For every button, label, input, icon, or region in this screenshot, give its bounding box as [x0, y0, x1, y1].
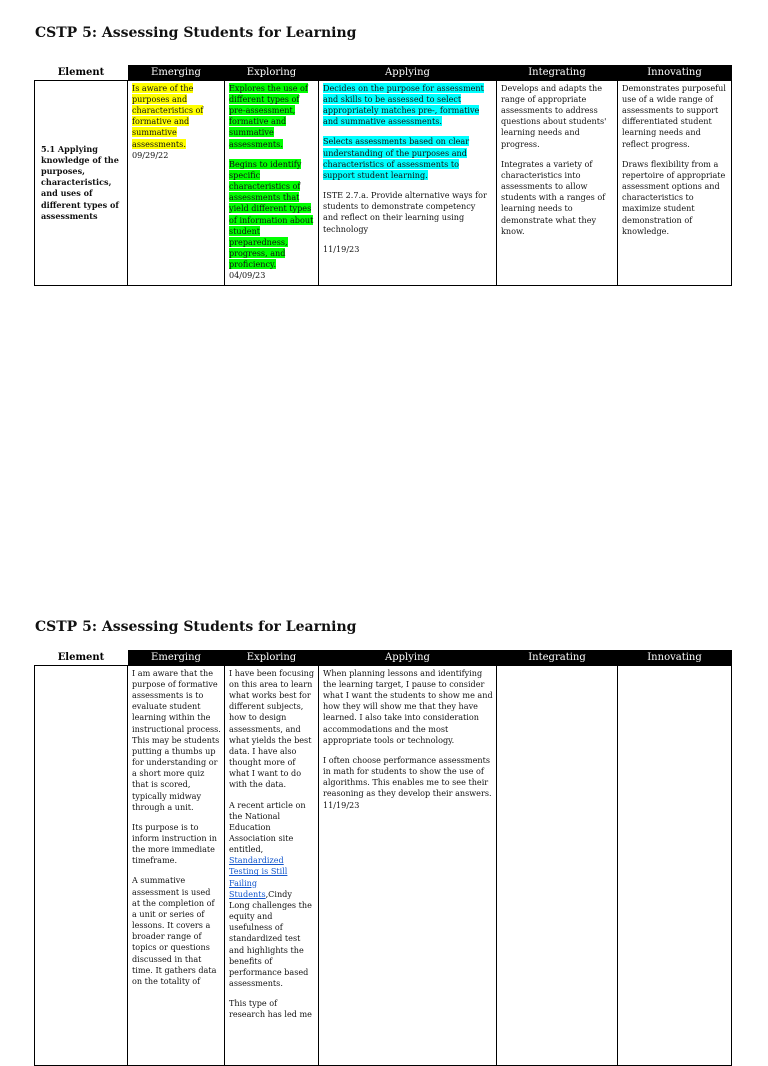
header-row: [35, 66, 732, 81]
integrating-text-2: Integrates a variety of characteristics into assessments to allow students with a ranges of learning needs to demonstrate what they know.: [501, 158, 606, 236]
header-element: Element: [35, 66, 128, 81]
applying-cell: [319, 665, 497, 1065]
header-integrating: Integrating: [497, 66, 618, 81]
article-link[interactable]: Standardized Testing is Still Failing Students: [229, 855, 288, 899]
applying-text-1: Decides on the purpose for assessment and skills to be assessed to select appropriately matches pre-, formative and summative assessments.: [323, 82, 484, 127]
header-exploring: Exploring: [225, 651, 319, 666]
exploring-text-1: I have been focusing on this area to learn what works best for different subjects, how to design assessments, and what yields the best data. I have also thought more of what I want to do with the data.: [229, 667, 315, 790]
exploring-text-1: Explores the use of different types of pre-assessment, formative and summative assessments.: [229, 82, 308, 149]
element-cell: [35, 665, 128, 1065]
header-innovating: Innovating: [618, 651, 732, 666]
emerging-text-1: I am aware that the purpose of formative assessments is to evaluate student learning within the instructional process. This may be students putting a thumbs up for understanding or a short more quiz that is scored, typically midway through a unit.: [132, 667, 221, 812]
emerging-date: 09/29/22: [132, 149, 169, 160]
page-title: CSTP 5: Assessing Students for Learning: [35, 25, 357, 41]
table-row: [35, 80, 732, 285]
rubric-table: [34, 65, 732, 286]
integrating-cell: [497, 80, 618, 285]
innovating-text-1: Demonstrates purposeful use of a wide range of assessments to support differentiated student learning needs and reflect progress.: [622, 82, 726, 149]
innovating-cell: [618, 80, 732, 285]
header-row: [35, 651, 732, 666]
emerging-text-3: A summative assessment is used at the completion of a unit or series of lessons. It covers a broader range of topics or questions discussed in that time. It gathers data on the totality of: [132, 875, 217, 986]
header-exploring: Exploring: [225, 66, 319, 81]
emerging-cell: [128, 665, 225, 1065]
element-cell: 5.1 Applying knowledge of the purposes, characteristics, and uses of different types of assessments: [35, 80, 128, 285]
exploring-text-2-before: A recent article on the National Education Association site entitled,: [229, 799, 306, 855]
exploring-text-2: Begins to identify specific characteristics of assessments that yield different types of information about student preparedness, progress, and proficiency.: [229, 158, 314, 270]
exploring-date: 04/09/23: [229, 270, 266, 281]
innovating-cell: [618, 665, 732, 1065]
applying-text-2: I often choose performance assessments in math for students to show the use of algorithms. This enables me to see their reasoning as they develop their answers. 11/19/23: [323, 754, 492, 810]
integrating-cell: [497, 665, 618, 1065]
exploring-text-2: [229, 800, 315, 990]
exploring-text-2-after: ,Cindy Long challenges the equity and usefulness of standardized test and highlights the benefits of performance based assessments.: [229, 888, 312, 989]
exploring-cell: [225, 665, 319, 1065]
applying-text-2: Selects assessments based on clear understanding of the purposes and characteristics of assessments to support student learning.: [323, 136, 470, 180]
table-row: [35, 665, 732, 1065]
emerging-cell: [128, 80, 225, 285]
applying-text-3: ISTE 2.7.a. Provide alternative ways for students to demonstrate competency and reflect on their learning using technology: [323, 190, 487, 234]
header-applying: Applying: [319, 66, 497, 81]
emerging-text-2: Its purpose is to inform instruction in the more immediate timeframe.: [132, 821, 217, 866]
integrating-text-1: Develops and adapts the range of appropriate assessments to address questions about students' learning needs and progress.: [501, 82, 607, 149]
header-element: Element: [35, 651, 128, 666]
header-applying: Applying: [319, 651, 497, 666]
header-emerging: Emerging: [128, 651, 225, 666]
applying-date: 11/19/23: [323, 243, 360, 254]
emerging-text: Is aware of the purposes and characteristics of formative and summative assessments.: [132, 82, 204, 149]
applying-text-1: When planning lessons and identifying the learning target, I pause to consider what I want the students to show me and how they will show me that they have learned. I also take into consideration accommodations and the most appropriate tools or technology.: [323, 667, 493, 745]
header-integrating: Integrating: [497, 651, 618, 666]
innovating-text-2: Draws flexibility from a repertoire of appropriate assessment options and characteristics to maximize student demonstration of knowledge.: [622, 158, 726, 236]
header-innovating: Innovating: [618, 66, 732, 81]
page-title: CSTP 5: Assessing Students for Learning: [35, 619, 357, 635]
rubric-table: [34, 650, 732, 1066]
header-emerging: Emerging: [128, 66, 225, 81]
applying-cell: [319, 80, 497, 285]
exploring-cell: [225, 80, 319, 285]
exploring-text-3: This type of research has led me: [229, 998, 312, 1020]
